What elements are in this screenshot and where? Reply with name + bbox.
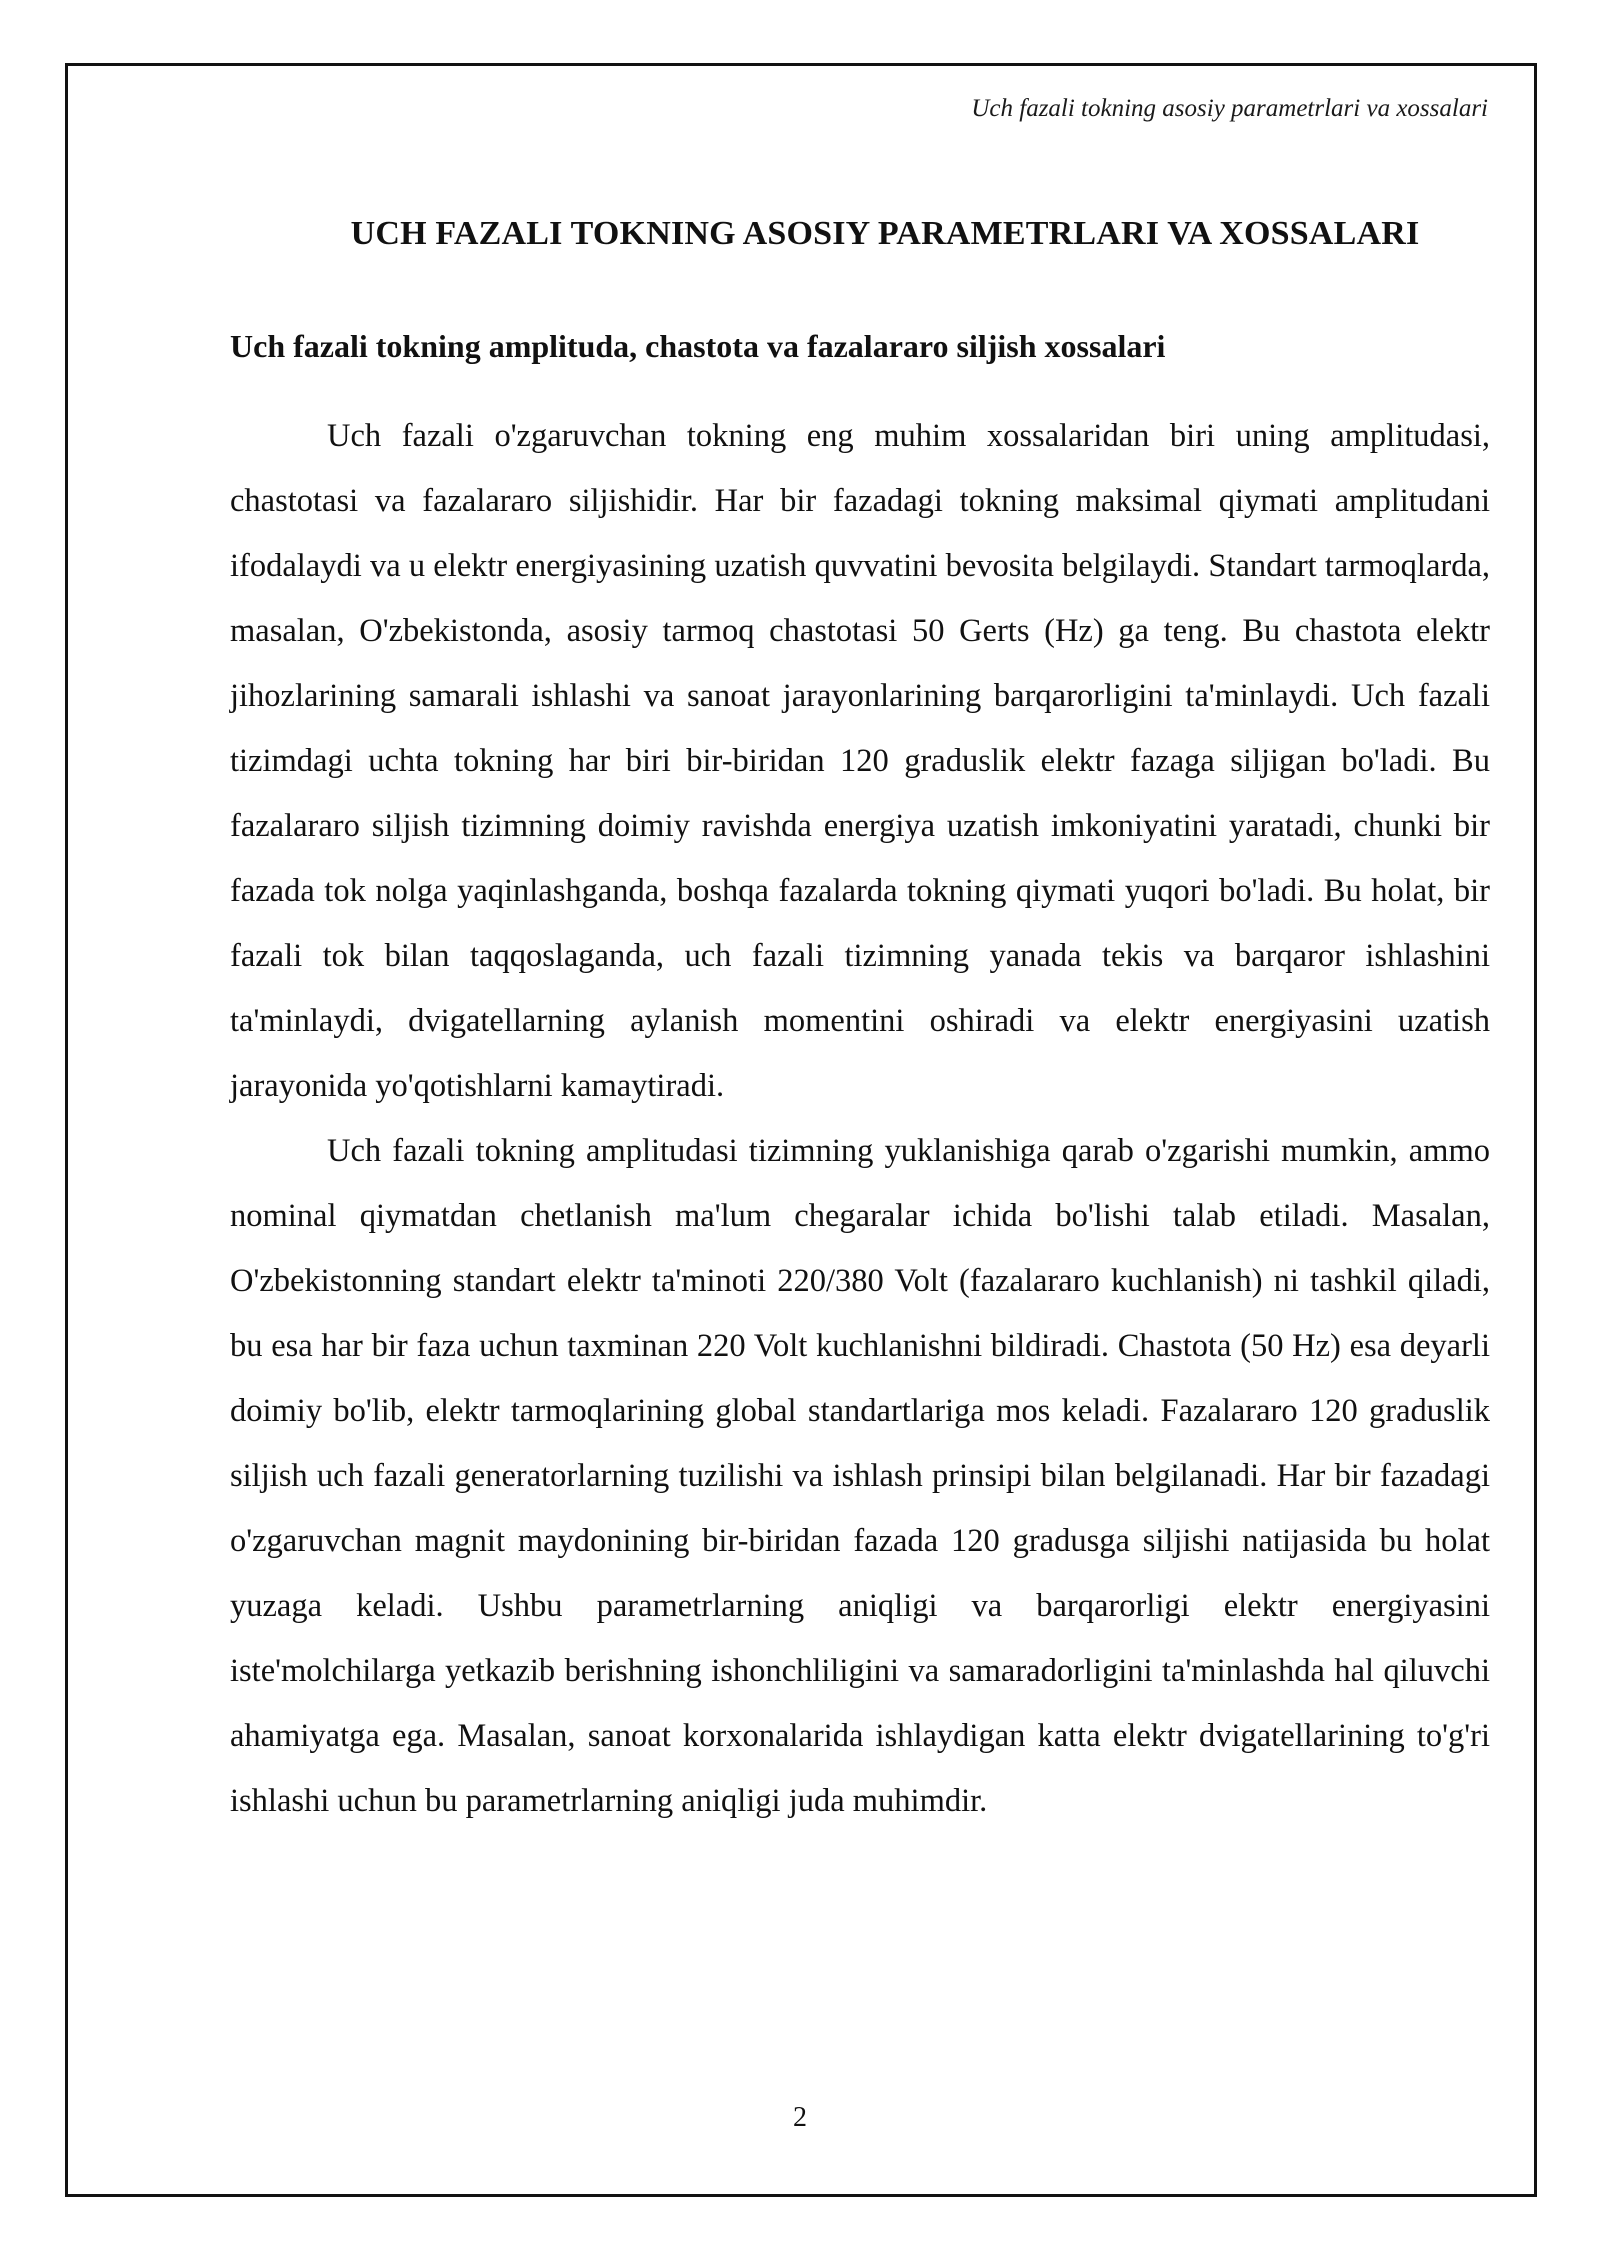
document-body [230,404,1490,1834]
body-paragraph: Uch fazali tokning amplitudasi tizimning yuklanishiga qarab o'zgarishi mumkin, ammo nominal qiymatdan chetlanish ma'lum chegaralar ichida bo'lishi talab etiladi. Masalan, O'zbekistonning standart elektr ta'minoti 220/380 Volt (fazalararo kuchlanish) ni tashkil qiladi, bu esa har bir faza uchun taxminan 220 Volt kuchlanishni bildiradi. Chastota (50 Hz) esa deyarli doimiy bo'lib, elektr tarmoqlarining global standartlariga mos keladi. Fazalararo 120 graduslik siljish uch fazali generatorlarning tuzilishi va ishlash prinsipi bilan belgilanadi. Har bir fazadagi o'zgaruvchan magnit maydonining bir-biridan fazada 120 gradusga siljishi natijasida bu holat yuzaga keladi. Ushbu parametrlarning aniqligi va barqarorligi elektr energiyasini iste'molchilarga yetkazib berishning ishonchliligini va samaradorligini ta'minlashda hal qiluvchi ahamiyatga ega. Masalan, sanoat korxonalarida ishlaydigan katta elektr dvigatellarining to'g'ri ishlashi uchun bu parametrlarning aniqligi juda muhimdir. [230,1133,1490,1819]
running-header: Uch fazali tokning asosiy parametrlari va xossalari [971,95,1488,122]
body-paragraph: Uch fazali o'zgaruvchan tokning eng muhim xossalaridan biri uning amplitudasi, chastotasi va fazalararo siljishidir. Har bir fazadagi tokning maksimal qiymati amplitudani ifodalaydi va u elektr energiyasining uzatish quvvatini bevosita belgilaydi. Standart tarmoqlarda, masalan, O'zbekistonda, asosiy tarmoq chastotasi 50 Gerts (Hz) ga teng. Bu chastota elektr jihozlarining samarali ishlashi va sanoat jarayonlarining barqarorligini ta'minlaydi. Uch fazali tizimdagi uchta tokning har biri bir-biridan 120 graduslik elektr fazaga siljigan bo'ladi. Bu fazalararo siljish tizimning doimiy ravishda energiya uzatish imkoniyatini yaratadi, chunki bir fazada tok nolga yaqinlashganda, boshqa fazalarda tokning qiymati yuqori bo'ladi. Bu holat, bir fazali tok bilan taqqoslaganda, uch fazali tizimning yanada tekis va barqaror ishlashini ta'minlaydi, dvigatellarning aylanish momentini oshiradi va elektr energiyasini uzatish jarayonida yo'qotishlarni kamaytiradi. [230,418,1490,1104]
page-number: 2 [793,2102,807,2133]
document-title: UCH FAZALI TOKNING ASOSIY PARAMETRLARI VA XOSSALARI [350,215,1420,252]
section-heading: Uch fazali tokning amplituda, chastota va fazalararo siljish xossalari [230,328,1166,364]
